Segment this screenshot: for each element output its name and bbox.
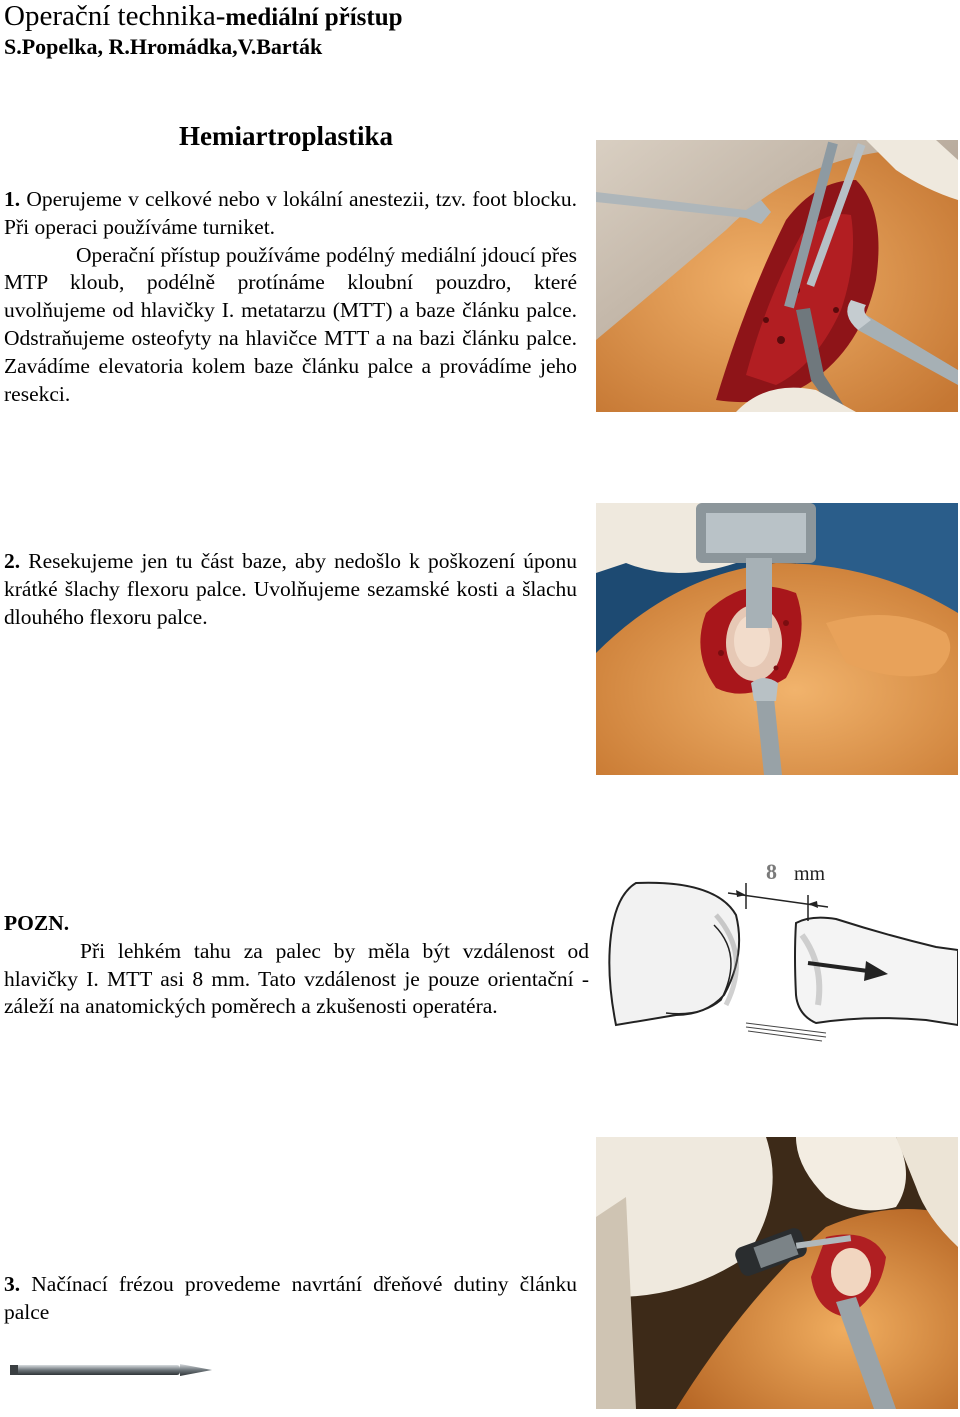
step3-number: 3. [4, 1272, 21, 1296]
step2-paragraph [4, 548, 577, 631]
surgery-photo-incision [596, 140, 958, 412]
step1-number: 1. [4, 187, 21, 211]
step1-text-a: Operujeme v celkové nebo v lokální anestezii, tzv. foot blocku. Při operaci používáme turniket. [4, 187, 577, 239]
title-sub: mediální přístup [225, 4, 403, 31]
page-title [4, 0, 403, 33]
authors: S.Popelka, R.Hromádka,V.Barták [4, 34, 323, 59]
step2-text: Resekujeme jen tu část baze, aby nedošlo k poškození úponu krátké šlachy flexoru palce. Uvolňujeme sezamské kosti a šlachu dlouhého flexoru palce. [4, 549, 577, 629]
section-heading: Hemiartroplastika [179, 121, 393, 151]
step3-paragraph [4, 1271, 577, 1327]
note-paragraph [4, 910, 589, 1021]
title-main: Operační technika- [4, 0, 226, 32]
distance-unit: mm [794, 863, 826, 885]
distance-value: 8 [766, 859, 777, 884]
step1-paragraph [4, 186, 577, 408]
step1-text-b: Operační přístup používáme podélný mediální jdoucí přes MTP kloub, podélně protínáme kloubní pouzdro, které uvolňujeme od hlavičky I. metatarzu (MTT) a baze článku palce. Odstraňujeme osteofyty na hlavičce MTT a na bazi článku palce. Zavádíme elevatoria kolem baze článku palce a provádíme jeho resekci. [4, 242, 577, 406]
step2-number: 2. [4, 549, 21, 573]
reamer-drill-bit [10, 1360, 212, 1380]
step3-text: Načínací frézou provedeme navrtání dřeňové dutiny článku palce [4, 1272, 577, 1324]
note-label: POZN. [4, 911, 70, 935]
surgery-photo-reaming [596, 1137, 958, 1409]
surgery-photo-resection [596, 503, 958, 775]
note-text: Při lehkém tahu za palec by měla být vzdálenost od hlavičky I. MTT asi 8 mm. Tato vzdálenost je pouze orientační - záleží na anatomických poměrech a zkušenosti operatéra. [4, 938, 589, 1019]
joint-distance-diagram [596, 855, 958, 1055]
